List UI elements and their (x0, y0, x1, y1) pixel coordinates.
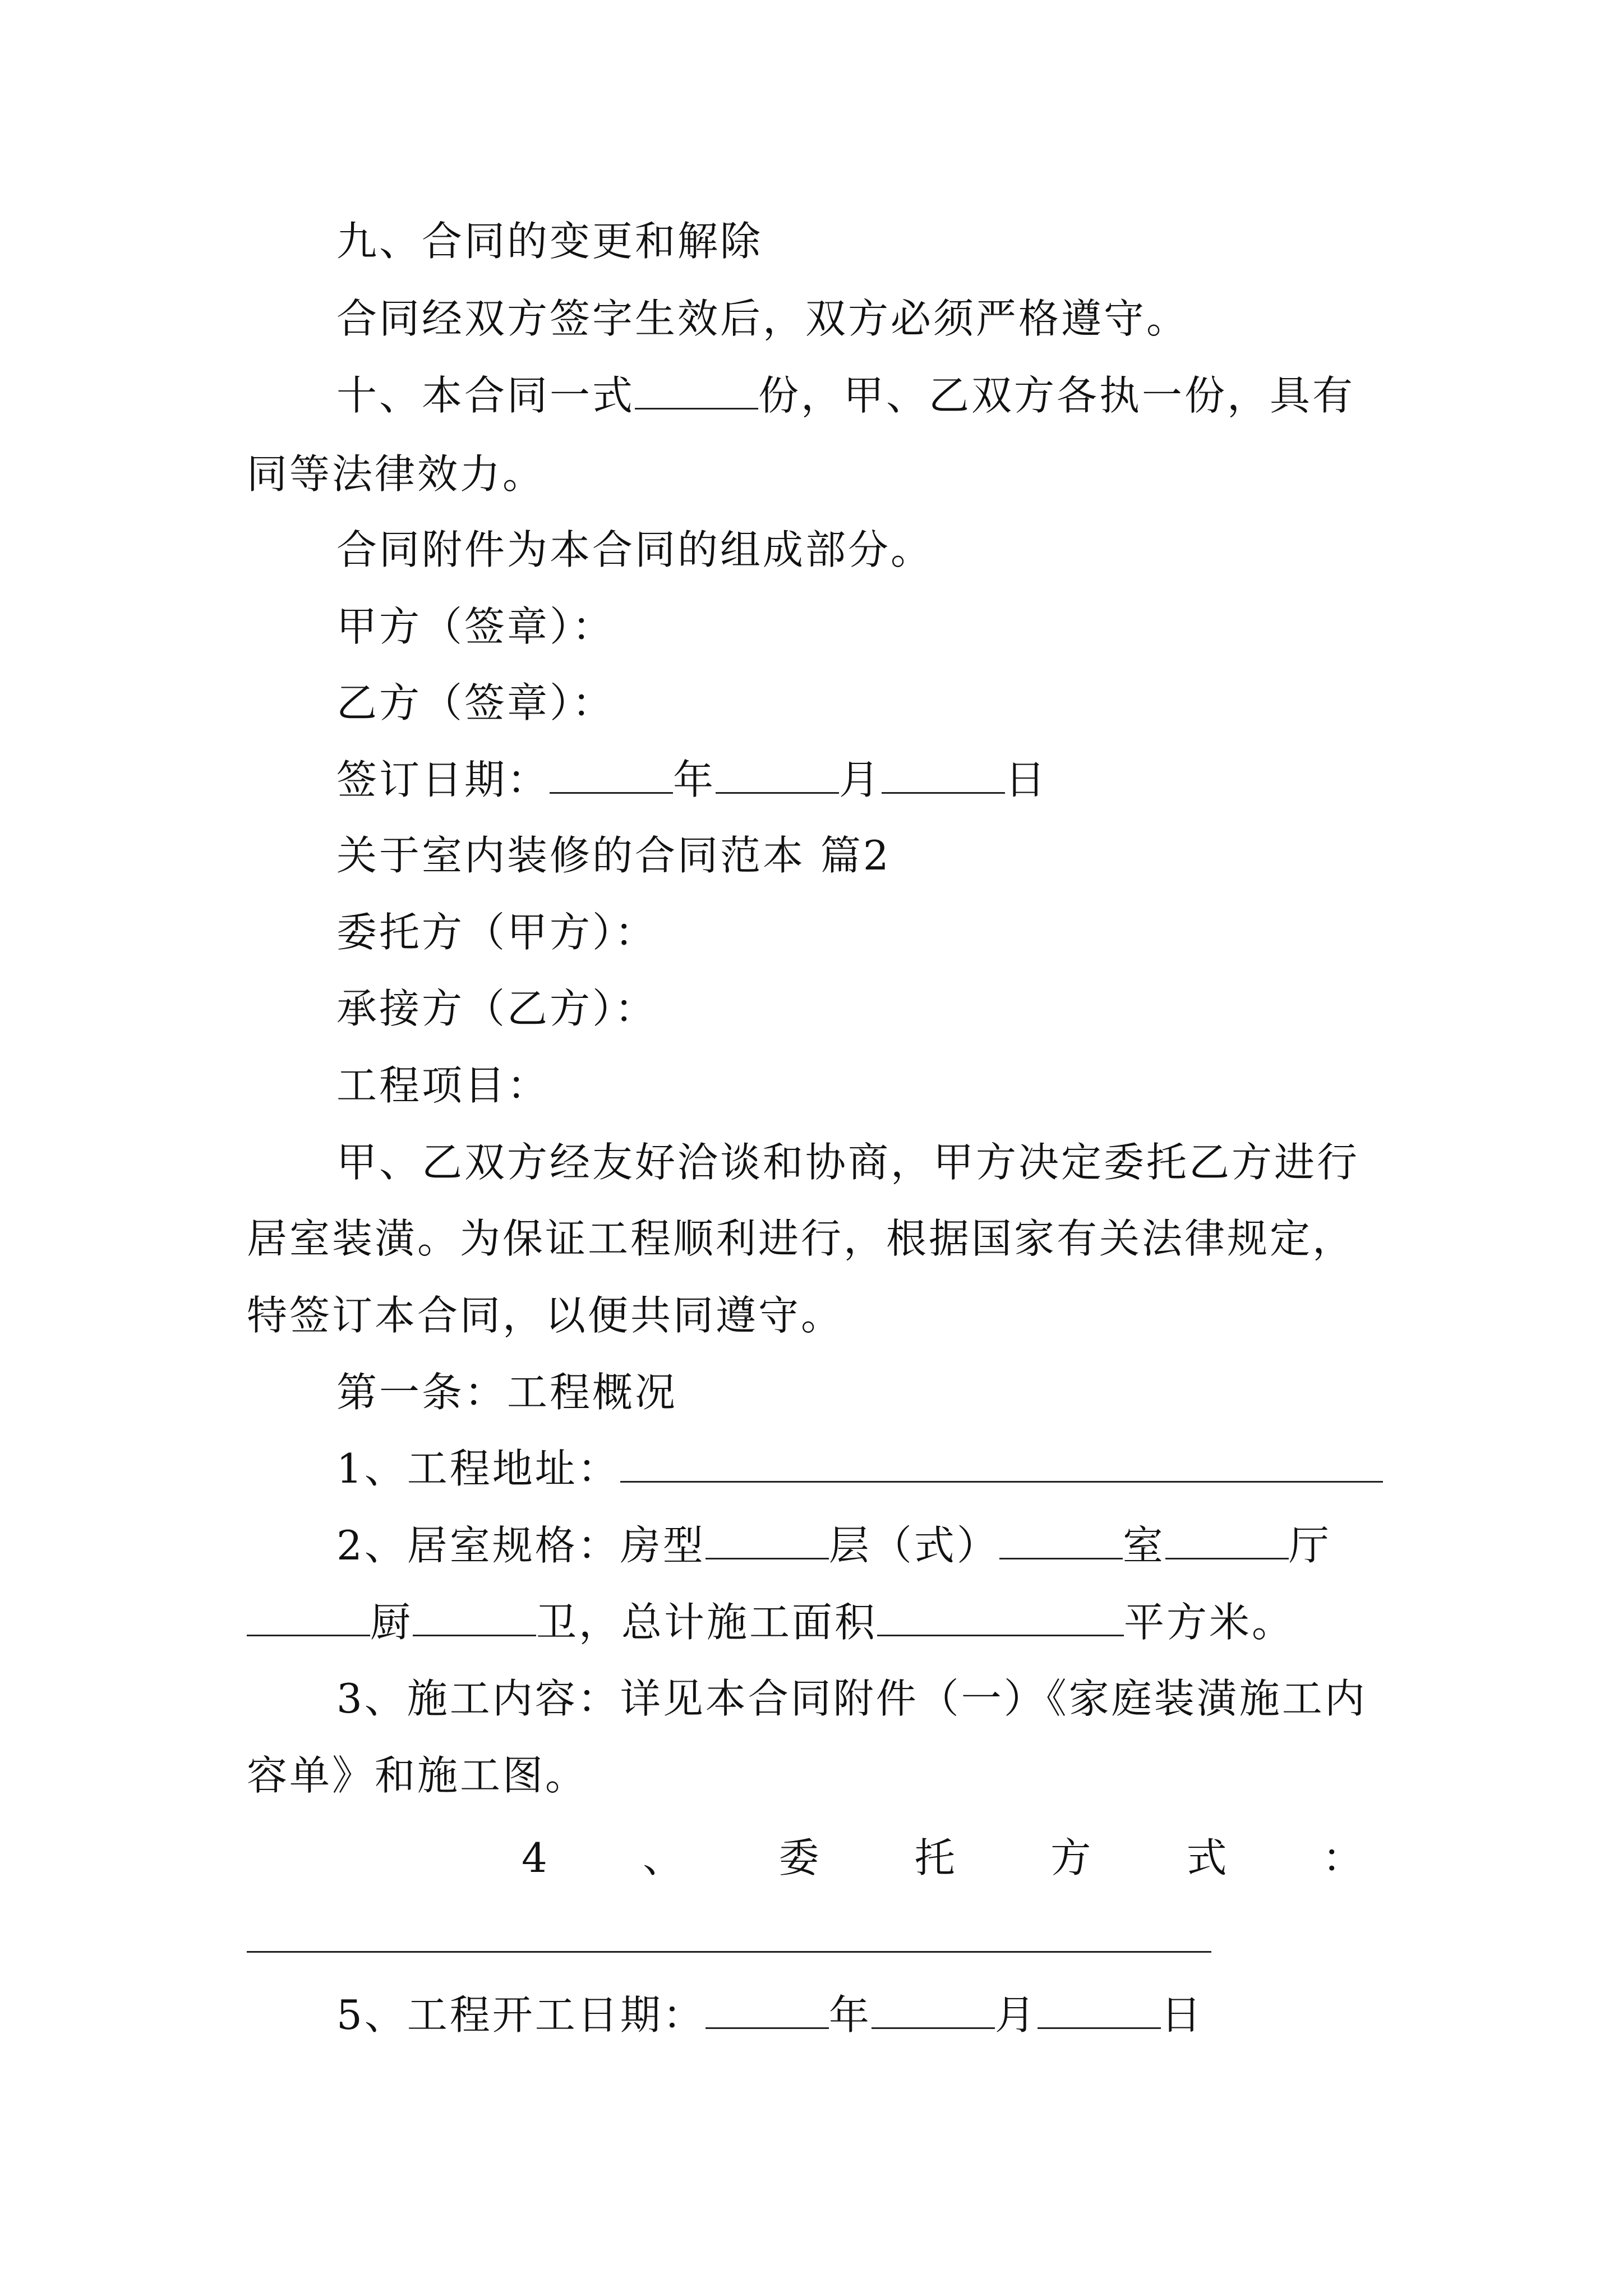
text: 年 (828, 1991, 872, 2039)
text: 居室装潢。为保证工程顺利进行，根据国家有关法律规定， (247, 1215, 1355, 1262)
text: 月 (994, 1991, 1038, 2039)
text: 厅 (1288, 1522, 1331, 1569)
blank-line (706, 1523, 829, 1559)
blank-line (635, 373, 758, 409)
room-spec-line (336, 1517, 1331, 1573)
text: 式 (1186, 1834, 1227, 1881)
text: 容单》和施工图。 (247, 1752, 588, 1799)
party-line (336, 981, 657, 1037)
blank-line (1165, 1523, 1289, 1559)
text: 厨 (370, 1599, 413, 1646)
text: 同等法律效力。 (247, 450, 546, 498)
room-spec-line (247, 1594, 1294, 1650)
text: 委 (778, 1834, 819, 1881)
text: 工程项目： (336, 1062, 550, 1109)
blank-line (877, 1600, 1124, 1636)
paragraph (336, 291, 1189, 347)
section-title (336, 827, 891, 884)
text: 合同经双方签字生效后，双方必须严格遵守。 (336, 295, 1189, 342)
text: 十、本合同一式 (336, 372, 635, 419)
party-line (336, 904, 657, 960)
text: ： (1322, 1834, 1363, 1881)
paragraph (336, 1671, 1367, 1727)
blank-line (620, 1446, 1383, 1483)
blank-line (550, 757, 673, 794)
text: 卫，总计施工面积 (536, 1599, 878, 1646)
text: 平方米。 (1124, 1599, 1295, 1646)
text: 第一条：工程概况 (336, 1369, 678, 1416)
paragraph (336, 522, 933, 578)
text: 日 (1160, 1991, 1204, 2039)
text: 日 (1005, 756, 1048, 803)
text: 托 (914, 1834, 955, 1881)
paragraph (247, 1747, 588, 1803)
text: 3、施工内容：详见本合同附件（一）《家庭装潢施工内 (336, 1675, 1367, 1722)
signature-line (336, 599, 615, 655)
paragraph (336, 367, 1355, 424)
article-heading (336, 1364, 677, 1420)
text: 2、居室规格：房型 (336, 1522, 706, 1569)
text: 甲方（签章）： (336, 603, 615, 650)
date-line (336, 752, 1048, 808)
paragraph (336, 1134, 1359, 1190)
text: 合同附件为本合同的组成部分。 (336, 526, 934, 573)
project-line (336, 1057, 550, 1114)
blank-line (413, 1600, 536, 1636)
blank-line (1038, 1993, 1161, 2029)
text: 关于室内装修的合同范本 篇2 (336, 832, 891, 879)
blank-line (706, 1993, 829, 2029)
signature-line (336, 675, 615, 731)
paragraph (247, 446, 545, 502)
text: 承接方（乙方）： (336, 985, 658, 1032)
text: 特签订本合同，以便共同遵守。 (247, 1292, 844, 1339)
text: 1、工程地址： (336, 1445, 620, 1492)
text: 签订日期： (336, 756, 550, 803)
date-line (336, 1987, 1204, 2043)
blank-line (999, 1523, 1123, 1559)
paragraph (247, 1211, 1355, 1267)
text: 、 (643, 1834, 684, 1881)
address-line (336, 1441, 1383, 1497)
text: 乙方（签章）： (336, 679, 615, 726)
paragraph (247, 1287, 843, 1343)
text: 份，甲、乙双方各执一份，具有 (758, 372, 1355, 419)
blank-line (247, 1600, 370, 1636)
blank-line (716, 757, 839, 794)
blank-line (872, 1993, 995, 2029)
blank-line (247, 1951, 1211, 1953)
text: 层（式） (828, 1522, 999, 1569)
text: 月 (839, 756, 882, 803)
text: 室 (1122, 1522, 1165, 1569)
blank-line (882, 757, 1005, 794)
text: 甲、乙双方经友好洽谈和协商，甲方决定委托乙方进行 (336, 1139, 1360, 1186)
text: 方 (1050, 1834, 1091, 1881)
text: 4 (522, 1834, 547, 1881)
delegation-method-line (522, 1830, 1363, 1886)
section-heading (336, 213, 763, 269)
text: 5、工程开工日期： (336, 1991, 706, 2039)
text: 九、合同的变更和解除 (336, 218, 763, 265)
text: 年 (673, 756, 716, 803)
text: 委托方（甲方）： (336, 909, 658, 956)
